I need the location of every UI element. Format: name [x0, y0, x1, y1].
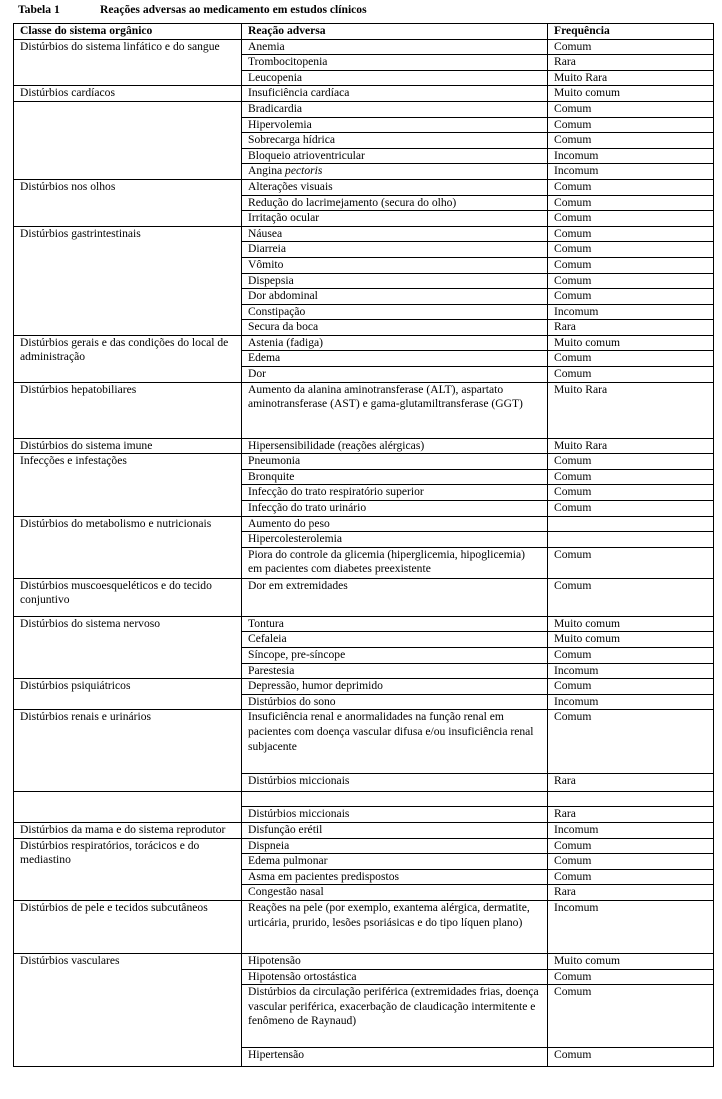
- frequency-cell: Incomum: [548, 900, 714, 953]
- frequency-cell: Comum: [548, 854, 714, 870]
- reaction-cell: Piora do controle da glicemia (hiperglicemia, hipoglicemia) em pacientes com diabetes preexistente: [242, 547, 548, 578]
- table-row: [14, 438, 714, 454]
- latin-term: pectoris: [285, 164, 323, 178]
- reaction-cell: Bronquite: [242, 469, 548, 485]
- frequency-cell: Comum: [548, 101, 714, 117]
- reaction-cell: Bloqueio atrioventricular: [242, 148, 548, 164]
- reaction-cell: Redução do lacrimejamento (secura do olho): [242, 195, 548, 211]
- reaction-cell: Angina pectoris: [242, 164, 548, 180]
- reaction-cell: Vômito: [242, 257, 548, 273]
- table-row: [14, 179, 714, 195]
- table-row: [14, 616, 714, 632]
- reaction-cell: Asma em pacientes predispostos: [242, 869, 548, 885]
- frequency-cell: Comum: [548, 226, 714, 242]
- frequency-cell: Muito comum: [548, 632, 714, 648]
- organ-class-cell: Distúrbios do sistema linfático e do sangue: [14, 39, 242, 86]
- reaction-cell: Insuficiência cardíaca: [242, 86, 548, 102]
- frequency-cell: Comum: [548, 547, 714, 578]
- frequency-cell: Comum: [548, 257, 714, 273]
- reaction-cell: Bradicardia: [242, 101, 548, 117]
- frequency-cell: Comum: [548, 289, 714, 305]
- reaction-cell: Hipotensão: [242, 953, 548, 969]
- reaction-cell: Pneumonia: [242, 454, 548, 470]
- table-row: [14, 900, 714, 953]
- reaction-cell: Reações na pele (por exemplo, exantema alérgica, dermatite, urticária, prurido, lesões psoriásicas e do tipo líquen plano): [242, 900, 548, 953]
- frequency-cell: Comum: [548, 710, 714, 774]
- reaction-cell: Dor em extremidades: [242, 578, 548, 616]
- reaction-cell: Dispepsia: [242, 273, 548, 289]
- table-row: [14, 516, 714, 532]
- frequency-cell: Comum: [548, 578, 714, 616]
- table-body: [14, 39, 714, 1067]
- table-row: [14, 226, 714, 242]
- organ-class-cell: Distúrbios renais e urinários: [14, 710, 242, 792]
- reaction-cell: Dispneia: [242, 838, 548, 854]
- reaction-cell: Infecção do trato urinário: [242, 501, 548, 517]
- table-row: [14, 679, 714, 695]
- frequency-cell: Comum: [548, 211, 714, 227]
- reaction-cell: Infecção do trato respiratório superior: [242, 485, 548, 501]
- frequency-cell: Muito Rara: [548, 70, 714, 86]
- organ-class-cell: Distúrbios cardíacos: [14, 86, 242, 102]
- reaction-cell: Disfunção erétil: [242, 822, 548, 838]
- frequency-cell: Comum: [548, 485, 714, 501]
- frequency-cell: [548, 532, 714, 548]
- organ-class-cell: Distúrbios do metabolismo e nutricionais: [14, 516, 242, 578]
- reaction-cell: Hipersensibilidade (reações alérgicas): [242, 438, 548, 454]
- reaction-cell: Aumento da alanina aminotransferase (ALT), aspartato aminotransferase (AST) e gama-glutamiltransferase (GGT): [242, 382, 548, 438]
- frequency-cell: Comum: [548, 195, 714, 211]
- organ-class-cell: Distúrbios nos olhos: [14, 179, 242, 226]
- reaction-cell: Hipotensão ortostástica: [242, 969, 548, 985]
- organ-class-cell: [14, 101, 242, 179]
- reaction-cell: Astenia (fadiga): [242, 335, 548, 351]
- reaction-cell: Cefaleia: [242, 632, 548, 648]
- frequency-cell: Comum: [548, 838, 714, 854]
- frequency-cell: Comum: [548, 351, 714, 367]
- table-row: [14, 454, 714, 470]
- frequency-cell: Comum: [548, 273, 714, 289]
- reaction-cell: Edema: [242, 351, 548, 367]
- frequency-cell: Comum: [548, 179, 714, 195]
- reaction-cell: Hipertensão: [242, 1048, 548, 1067]
- frequency-cell: Comum: [548, 869, 714, 885]
- frequency-cell: Muito comum: [548, 86, 714, 102]
- reaction-cell: Distúrbios miccionais: [242, 807, 548, 823]
- frequency-cell: Comum: [548, 679, 714, 695]
- reaction-cell: Trombocitopenia: [242, 55, 548, 71]
- frequency-cell: Comum: [548, 242, 714, 258]
- reaction-cell: Congestão nasal: [242, 885, 548, 901]
- organ-class-cell: Distúrbios do sistema imune: [14, 438, 242, 454]
- frequency-cell: Incomum: [548, 304, 714, 320]
- organ-class-cell: Distúrbios muscoesqueléticos e do tecido conjuntivo: [14, 578, 242, 616]
- frequency-cell: Incomum: [548, 694, 714, 710]
- reaction-cell: Leucopenia: [242, 70, 548, 86]
- organ-class-cell: [14, 792, 242, 823]
- reaction-cell: Síncope, pre-síncope: [242, 648, 548, 664]
- reaction-cell: Irritação ocular: [242, 211, 548, 227]
- table-row: [14, 335, 714, 351]
- organ-class-cell: Distúrbios gerais e das condições do local de administração: [14, 335, 242, 382]
- frequency-cell: Comum: [548, 39, 714, 55]
- reaction-cell: Tontura: [242, 616, 548, 632]
- frequency-cell: Incomum: [548, 663, 714, 679]
- table-row: [14, 382, 714, 438]
- table-row: [14, 86, 714, 102]
- frequency-cell: Incomum: [548, 148, 714, 164]
- frequency-cell: Comum: [548, 367, 714, 383]
- frequency-cell: [548, 792, 714, 807]
- reaction-cell: Dor abdominal: [242, 289, 548, 305]
- header-frequency: Frequência: [548, 24, 714, 40]
- reaction-cell: Distúrbios do sono: [242, 694, 548, 710]
- frequency-cell: Rara: [548, 807, 714, 823]
- frequency-cell: Rara: [548, 55, 714, 71]
- table-row: [14, 101, 714, 117]
- frequency-cell: Comum: [548, 469, 714, 485]
- organ-class-cell: Distúrbios do sistema nervoso: [14, 616, 242, 678]
- header-class: Classe do sistema orgânico: [14, 24, 242, 40]
- reaction-cell: Hipercolesterolemia: [242, 532, 548, 548]
- reaction-cell: Distúrbios miccionais: [242, 774, 548, 792]
- reaction-cell: Diarreia: [242, 242, 548, 258]
- frequency-cell: Rara: [548, 774, 714, 792]
- frequency-cell: Muito comum: [548, 335, 714, 351]
- frequency-cell: Muito comum: [548, 953, 714, 969]
- frequency-cell: Rara: [548, 885, 714, 901]
- table-row: [14, 710, 714, 774]
- reaction-cell: Distúrbios da circulação periférica (extremidades frias, doença vascular periférica, exacerbação de claudicação intermitente e fenômeno de Raynaud): [242, 985, 548, 1048]
- reaction-cell: Alterações visuais: [242, 179, 548, 195]
- frequency-cell: Muito comum: [548, 616, 714, 632]
- reaction-cell: Constipação: [242, 304, 548, 320]
- table-row: [14, 578, 714, 616]
- organ-class-cell: Distúrbios respiratórios, torácicos e do mediastino: [14, 838, 242, 900]
- frequency-cell: Muito Rara: [548, 382, 714, 438]
- frequency-cell: Comum: [548, 133, 714, 149]
- frequency-cell: [548, 516, 714, 532]
- frequency-cell: Comum: [548, 454, 714, 470]
- header-reaction: Reação adversa: [242, 24, 548, 40]
- frequency-cell: Comum: [548, 648, 714, 664]
- frequency-cell: Incomum: [548, 822, 714, 838]
- reaction-cell: Anemia: [242, 39, 548, 55]
- reaction-cell: [242, 792, 548, 807]
- table-number: Tabela 1: [18, 3, 60, 16]
- organ-class-cell: Distúrbios de pele e tecidos subcutâneos: [14, 900, 242, 953]
- organ-class-cell: Infecções e infestações: [14, 454, 242, 516]
- table-row: [14, 39, 714, 55]
- organ-class-cell: Distúrbios gastrintestinais: [14, 226, 242, 335]
- reaction-cell: Depressão, humor deprimido: [242, 679, 548, 695]
- organ-class-cell: Distúrbios da mama e do sistema reprodutor: [14, 822, 242, 838]
- table-row: [14, 822, 714, 838]
- header-row: [14, 24, 714, 40]
- frequency-cell: Comum: [548, 117, 714, 133]
- reaction-cell: Dor: [242, 367, 548, 383]
- reaction-cell: Edema pulmonar: [242, 854, 548, 870]
- reaction-cell: Aumento do peso: [242, 516, 548, 532]
- frequency-cell: Comum: [548, 985, 714, 1048]
- table-title: Reações adversas ao medicamento em estudos clínicos: [100, 3, 367, 16]
- table-caption: [18, 3, 367, 18]
- reaction-cell: Hipervolemia: [242, 117, 548, 133]
- frequency-cell: Comum: [548, 969, 714, 985]
- adverse-reactions-table: [13, 23, 714, 1067]
- table-row: [14, 953, 714, 969]
- table-row: [14, 838, 714, 854]
- frequency-cell: Muito Rara: [548, 438, 714, 454]
- frequency-cell: Comum: [548, 1048, 714, 1067]
- reaction-cell: Parestesia: [242, 663, 548, 679]
- reaction-cell: Secura da boca: [242, 320, 548, 336]
- organ-class-cell: Distúrbios psiquiátricos: [14, 679, 242, 710]
- reaction-cell: Sobrecarga hídrica: [242, 133, 548, 149]
- table-row: [14, 792, 714, 807]
- frequency-cell: Comum: [548, 501, 714, 517]
- frequency-cell: Rara: [548, 320, 714, 336]
- organ-class-cell: Distúrbios hepatobiliares: [14, 382, 242, 438]
- organ-class-cell: Distúrbios vasculares: [14, 953, 242, 1066]
- reaction-cell: Náusea: [242, 226, 548, 242]
- reaction-cell: Insuficiência renal e anormalidades na função renal em pacientes com doença vascular difusa e/ou insuficiência renal subjacente: [242, 710, 548, 774]
- frequency-cell: Incomum: [548, 164, 714, 180]
